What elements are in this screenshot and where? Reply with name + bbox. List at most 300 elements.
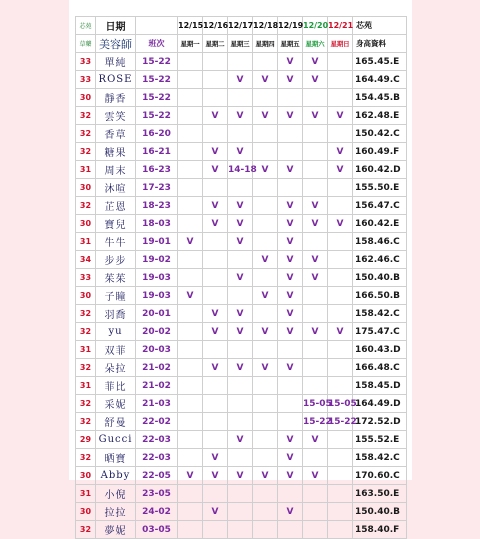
day-mark: V	[228, 359, 253, 377]
shift-time: 22-02	[136, 413, 178, 431]
day-mark: 15-22	[303, 413, 328, 431]
beautician-name: Gucci	[96, 431, 136, 449]
day-mark	[328, 359, 353, 377]
day-mark: V	[203, 215, 228, 233]
age-cell: 32	[76, 305, 96, 323]
date-1: 12/15	[178, 17, 203, 35]
body-data: 160.42.D	[353, 161, 407, 179]
weekday-3: 星期三	[228, 35, 253, 53]
day-mark: V	[203, 467, 228, 485]
day-mark	[178, 413, 203, 431]
day-mark	[178, 341, 203, 359]
shift-time: 15-22	[136, 53, 178, 71]
day-mark: V	[203, 359, 228, 377]
day-mark	[228, 413, 253, 431]
day-mark: V	[203, 143, 228, 161]
day-mark	[253, 179, 278, 197]
day-mark: V	[278, 359, 303, 377]
day-mark: V	[278, 197, 303, 215]
body-data: 156.47.C	[353, 197, 407, 215]
beautician-name: 單純	[96, 53, 136, 71]
weekday-5: 星期五	[278, 35, 303, 53]
beautician-name: yu	[96, 323, 136, 341]
body-label: 身高資料	[353, 35, 407, 53]
beautician-name: 采妮	[96, 395, 136, 413]
day-mark	[203, 269, 228, 287]
age-cell: 30	[76, 179, 96, 197]
day-mark	[253, 413, 278, 431]
table-row	[76, 161, 407, 179]
age-cell: 30	[76, 89, 96, 107]
day-mark	[328, 377, 353, 395]
age-cell: 32	[76, 125, 96, 143]
body-data: 162.48.E	[353, 107, 407, 125]
day-mark: V	[303, 53, 328, 71]
day-mark: V	[228, 197, 253, 215]
day-mark	[203, 287, 228, 305]
day-mark	[228, 395, 253, 413]
body-data: 155.50.E	[353, 179, 407, 197]
day-mark	[203, 89, 228, 107]
table-row	[76, 89, 407, 107]
body-data: 164.49.C	[353, 71, 407, 89]
shift-time: 24-02	[136, 503, 178, 521]
beautician-name: 子瞳	[96, 287, 136, 305]
body-data: 162.46.C	[353, 251, 407, 269]
day-mark	[178, 215, 203, 233]
table-row	[76, 467, 407, 485]
day-mark	[203, 485, 228, 503]
day-mark: V	[178, 233, 203, 251]
day-mark	[328, 53, 353, 71]
day-mark	[328, 503, 353, 521]
day-mark	[278, 413, 303, 431]
shift-time: 19-01	[136, 233, 178, 251]
age-cell: 32	[76, 521, 96, 539]
day-mark: V	[303, 269, 328, 287]
day-mark	[203, 179, 228, 197]
day-mark: 15-05	[303, 395, 328, 413]
day-mark	[328, 71, 353, 89]
body-data: 158.45.D	[353, 377, 407, 395]
table-row	[76, 413, 407, 431]
day-mark: V	[303, 323, 328, 341]
day-mark: V	[203, 323, 228, 341]
day-mark	[228, 125, 253, 143]
day-mark: V	[228, 71, 253, 89]
day-mark: V	[278, 503, 303, 521]
day-mark: V	[278, 107, 303, 125]
day-mark: V	[253, 287, 278, 305]
day-mark: V	[228, 233, 253, 251]
day-mark: V	[303, 215, 328, 233]
day-mark	[278, 521, 303, 539]
body-data: 158.42.C	[353, 305, 407, 323]
day-mark: V	[228, 467, 253, 485]
body-data: 166.50.B	[353, 287, 407, 305]
day-mark: V	[278, 251, 303, 269]
beautician-name: 双菲	[96, 341, 136, 359]
day-mark	[253, 125, 278, 143]
beautician-name: 舒曼	[96, 413, 136, 431]
day-mark	[303, 287, 328, 305]
day-mark	[303, 233, 328, 251]
day-mark: V	[303, 467, 328, 485]
age-cell: 33	[76, 269, 96, 287]
day-mark	[253, 215, 278, 233]
body-data: 160.43.D	[353, 341, 407, 359]
body-data: 160.42.E	[353, 215, 407, 233]
day-mark	[178, 89, 203, 107]
day-mark	[228, 251, 253, 269]
day-mark	[253, 53, 278, 71]
day-mark: V	[253, 467, 278, 485]
day-mark: V	[328, 323, 353, 341]
day-mark	[253, 503, 278, 521]
shift-time: 19-02	[136, 251, 178, 269]
day-mark	[203, 431, 228, 449]
table-row	[76, 341, 407, 359]
body-data: 155.52.E	[353, 431, 407, 449]
day-mark	[303, 161, 328, 179]
day-mark	[253, 269, 278, 287]
day-mark	[328, 89, 353, 107]
day-mark	[228, 287, 253, 305]
day-mark	[178, 503, 203, 521]
shift-time: 22-03	[136, 449, 178, 467]
header-row-dates	[76, 17, 407, 35]
weekday-4: 星期四	[253, 35, 278, 53]
beautician-name: ROSE	[96, 71, 136, 89]
age-cell: 32	[76, 449, 96, 467]
age-cell: 34	[76, 251, 96, 269]
day-mark	[303, 125, 328, 143]
day-mark	[328, 467, 353, 485]
beautician-name: 夢妮	[96, 521, 136, 539]
shift-time: 17-23	[136, 179, 178, 197]
corner-label-2: 草藥	[76, 35, 96, 53]
shift-time: 21-03	[136, 395, 178, 413]
shift-time: 15-22	[136, 89, 178, 107]
table-row	[76, 521, 407, 539]
day-mark: V	[303, 107, 328, 125]
age-cell: 32	[76, 359, 96, 377]
shift-time: 16-23	[136, 161, 178, 179]
day-mark	[253, 197, 278, 215]
day-mark	[228, 485, 253, 503]
table-row	[76, 53, 407, 71]
body-data: 150.40.B	[353, 269, 407, 287]
day-mark	[303, 179, 328, 197]
day-mark	[178, 71, 203, 89]
blank-header-cell	[136, 17, 178, 35]
day-mark	[328, 449, 353, 467]
day-mark	[203, 53, 228, 71]
schedule-table	[75, 16, 407, 539]
day-mark	[228, 341, 253, 359]
table-row	[76, 485, 407, 503]
age-cell: 31	[76, 161, 96, 179]
day-mark: V	[328, 161, 353, 179]
shift-time: 15-22	[136, 107, 178, 125]
weekday-1: 星期一	[178, 35, 203, 53]
day-mark: V	[303, 431, 328, 449]
day-mark	[253, 233, 278, 251]
shift-time: 16-20	[136, 125, 178, 143]
day-mark	[303, 143, 328, 161]
day-mark: 15-22	[328, 413, 353, 431]
beautician-name: Abby	[96, 467, 136, 485]
day-mark: V	[328, 215, 353, 233]
day-mark	[203, 413, 228, 431]
shift-time: 20-02	[136, 323, 178, 341]
beautician-name: 步步	[96, 251, 136, 269]
day-mark: V	[228, 143, 253, 161]
day-mark: V	[253, 107, 278, 125]
beautician-name: 沐喧	[96, 179, 136, 197]
table-row	[76, 251, 407, 269]
day-mark	[253, 377, 278, 395]
day-mark	[328, 233, 353, 251]
day-mark	[278, 377, 303, 395]
day-mark	[203, 233, 228, 251]
beautician-name: 糖果	[96, 143, 136, 161]
beautician-name: 晒寶	[96, 449, 136, 467]
table-row	[76, 179, 407, 197]
corner-label: 芯苑	[76, 17, 96, 35]
day-mark	[178, 395, 203, 413]
day-mark	[203, 377, 228, 395]
weekday-6: 星期六	[303, 35, 328, 53]
beautician-name: 雲笑	[96, 107, 136, 125]
day-mark	[253, 143, 278, 161]
body-data: 163.50.E	[353, 485, 407, 503]
day-mark: V	[278, 449, 303, 467]
day-mark	[278, 395, 303, 413]
day-mark	[203, 395, 228, 413]
shift-time: 18-03	[136, 215, 178, 233]
day-mark	[253, 395, 278, 413]
day-mark: V	[228, 305, 253, 323]
day-mark: V	[278, 467, 303, 485]
day-mark: V	[278, 215, 303, 233]
day-mark: V	[278, 323, 303, 341]
day-mark: V	[278, 53, 303, 71]
day-mark	[178, 143, 203, 161]
day-mark	[178, 125, 203, 143]
age-cell: 30	[76, 215, 96, 233]
table-row	[76, 233, 407, 251]
day-mark	[178, 359, 203, 377]
day-mark	[303, 305, 328, 323]
day-mark: V	[303, 251, 328, 269]
day-mark: V	[253, 359, 278, 377]
day-mark: V	[228, 431, 253, 449]
table-row	[76, 125, 407, 143]
day-mark: V	[253, 161, 278, 179]
beautician-name: 朵拉	[96, 359, 136, 377]
day-mark: V	[228, 269, 253, 287]
day-mark: V	[203, 197, 228, 215]
day-mark: V	[228, 107, 253, 125]
day-mark: V	[278, 233, 303, 251]
day-mark	[328, 197, 353, 215]
day-mark	[228, 377, 253, 395]
day-mark	[228, 449, 253, 467]
day-mark: V	[253, 323, 278, 341]
day-mark	[228, 53, 253, 71]
body-data: 160.49.F	[353, 143, 407, 161]
day-mark	[203, 71, 228, 89]
age-cell: 31	[76, 341, 96, 359]
day-mark	[178, 377, 203, 395]
day-mark: V	[178, 467, 203, 485]
day-mark: V	[253, 71, 278, 89]
day-mark: V	[303, 71, 328, 89]
day-mark	[178, 197, 203, 215]
day-mark	[178, 269, 203, 287]
table-row	[76, 431, 407, 449]
day-mark	[303, 341, 328, 359]
weekday-7: 星期日	[328, 35, 353, 53]
age-cell: 33	[76, 53, 96, 71]
shift-time: 19-03	[136, 287, 178, 305]
body-data: 154.45.B	[353, 89, 407, 107]
table-row	[76, 107, 407, 125]
day-mark	[328, 305, 353, 323]
day-mark	[328, 431, 353, 449]
day-mark: V	[328, 107, 353, 125]
day-mark	[303, 521, 328, 539]
day-mark: V	[278, 431, 303, 449]
beautician-label: 美容師	[96, 35, 136, 53]
day-mark: V	[328, 143, 353, 161]
day-mark	[278, 179, 303, 197]
day-mark	[253, 521, 278, 539]
body-data: 165.45.E	[353, 53, 407, 71]
day-mark	[178, 431, 203, 449]
beautician-name: 芷恩	[96, 197, 136, 215]
day-mark	[278, 341, 303, 359]
day-mark	[328, 251, 353, 269]
beautician-name: 寶兒	[96, 215, 136, 233]
table-row	[76, 143, 407, 161]
day-mark	[328, 269, 353, 287]
table-row	[76, 215, 407, 233]
day-mark	[328, 341, 353, 359]
table-row	[76, 359, 407, 377]
day-mark	[303, 449, 328, 467]
day-mark	[228, 89, 253, 107]
day-mark	[178, 53, 203, 71]
day-mark	[278, 485, 303, 503]
body-data: 158.42.C	[353, 449, 407, 467]
shift-time: 15-22	[136, 71, 178, 89]
age-cell: 30	[76, 467, 96, 485]
table-row	[76, 269, 407, 287]
day-mark	[303, 503, 328, 521]
date-4: 12/18	[253, 17, 278, 35]
day-mark: V	[278, 269, 303, 287]
day-mark	[178, 161, 203, 179]
age-cell: 31	[76, 485, 96, 503]
day-mark	[178, 323, 203, 341]
day-mark: V	[203, 503, 228, 521]
beautician-name: 茱茱	[96, 269, 136, 287]
schedule-sheet	[69, 0, 412, 537]
day-mark	[253, 449, 278, 467]
weekday-2: 星期二	[203, 35, 228, 53]
day-mark	[228, 521, 253, 539]
day-mark	[253, 431, 278, 449]
day-mark	[278, 89, 303, 107]
day-mark: V	[278, 71, 303, 89]
age-cell: 32	[76, 107, 96, 125]
table-row	[76, 503, 407, 521]
day-mark	[178, 251, 203, 269]
age-cell: 29	[76, 431, 96, 449]
day-mark: 14-18	[228, 161, 253, 179]
table-row	[76, 377, 407, 395]
day-mark: V	[203, 449, 228, 467]
body-data: 166.48.C	[353, 359, 407, 377]
table-row	[76, 71, 407, 89]
day-mark: 15-05	[328, 395, 353, 413]
day-mark	[303, 89, 328, 107]
date-7: 12/21	[328, 17, 353, 35]
day-mark	[328, 485, 353, 503]
beautician-name: 周末	[96, 161, 136, 179]
body-data: 158.46.C	[353, 233, 407, 251]
age-cell: 32	[76, 413, 96, 431]
table-row	[76, 395, 407, 413]
day-mark	[328, 287, 353, 305]
body-data: 150.40.B	[353, 503, 407, 521]
age-cell: 32	[76, 395, 96, 413]
body-data: 158.40.F	[353, 521, 407, 539]
shift-time: 22-05	[136, 467, 178, 485]
date-3: 12/17	[228, 17, 253, 35]
shift-time: 22-03	[136, 431, 178, 449]
date-5: 12/19	[278, 17, 303, 35]
day-mark: V	[228, 323, 253, 341]
right-title: 芯苑	[353, 17, 407, 35]
age-cell: 32	[76, 143, 96, 161]
beautician-name: 牛牛	[96, 233, 136, 251]
table-row	[76, 449, 407, 467]
shift-time: 21-02	[136, 377, 178, 395]
age-cell: 33	[76, 71, 96, 89]
day-mark	[303, 377, 328, 395]
day-mark	[303, 485, 328, 503]
body-data: 175.47.C	[353, 323, 407, 341]
day-mark	[203, 251, 228, 269]
day-mark	[203, 341, 228, 359]
day-mark	[228, 503, 253, 521]
table-row	[76, 287, 407, 305]
shift-time: 16-21	[136, 143, 178, 161]
shift-time: 03-05	[136, 521, 178, 539]
day-mark	[303, 359, 328, 377]
top-band	[69, 0, 412, 16]
day-mark	[178, 485, 203, 503]
day-mark: V	[278, 305, 303, 323]
beautician-name: 香草	[96, 125, 136, 143]
day-mark	[178, 179, 203, 197]
day-mark	[328, 125, 353, 143]
table-row	[76, 305, 407, 323]
body-data: 150.42.C	[353, 125, 407, 143]
